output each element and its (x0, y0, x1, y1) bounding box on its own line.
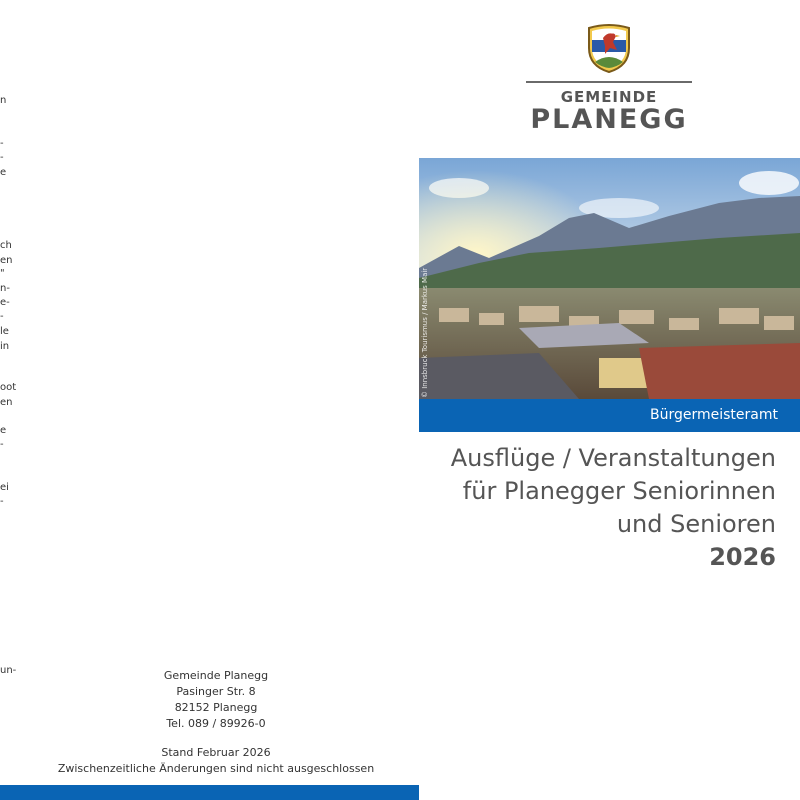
department-label: Bürgermeisteramt (650, 407, 778, 423)
fragment: n (0, 95, 7, 106)
fragment: - (0, 311, 4, 322)
fragment: le (0, 326, 9, 337)
fragment: e (0, 425, 7, 436)
fragment: e- (0, 297, 10, 308)
fragment: " (0, 268, 5, 279)
fragment: - (0, 152, 4, 163)
municipal-coat-of-arms-icon (583, 22, 635, 74)
disclaimer: Zwischenzeitliche Änderungen sind nicht ausgeschlossen (57, 762, 375, 775)
cover-photo (419, 158, 800, 399)
fragment: - (0, 496, 4, 507)
logo-line-1: GEMEINDE (560, 88, 658, 106)
fragment: ch (0, 240, 12, 251)
fragment: n- (0, 283, 10, 294)
left-footer-bar (0, 785, 419, 800)
fragment: oot (0, 382, 17, 393)
brochure-title (416, 442, 776, 574)
title-year: 2026 (709, 543, 776, 571)
status-date: Stand Februar 2026 (161, 746, 271, 759)
fragment: in (0, 341, 10, 352)
title-line-1: Ausflüge / Veranstaltungen (450, 444, 776, 472)
fragment: ei (0, 482, 9, 493)
contact-street: Pasinger Str. 8 (176, 685, 256, 698)
fragment: - (0, 138, 4, 149)
logo-divider (526, 81, 692, 83)
fragment: un- (0, 665, 17, 676)
fragment: e (0, 167, 7, 178)
fragment: - (0, 439, 4, 450)
photo-credit: © Innsbruck Tourismus / Markus Mair (421, 267, 429, 398)
contact-block (40, 668, 392, 777)
title-line-3: und Senioren (616, 510, 776, 538)
contact-city: 82152 Planegg (174, 701, 258, 714)
title-line-2: für Planegger Seniorinnen (462, 477, 776, 505)
contact-name: Gemeinde Planegg (163, 669, 269, 682)
department-bar (419, 399, 800, 432)
logo-line-2: PLANEGG (530, 104, 688, 135)
fragment: en (0, 255, 13, 266)
contact-phone: Tel. 089 / 89926-0 (166, 717, 266, 730)
fragment: en (0, 397, 13, 408)
